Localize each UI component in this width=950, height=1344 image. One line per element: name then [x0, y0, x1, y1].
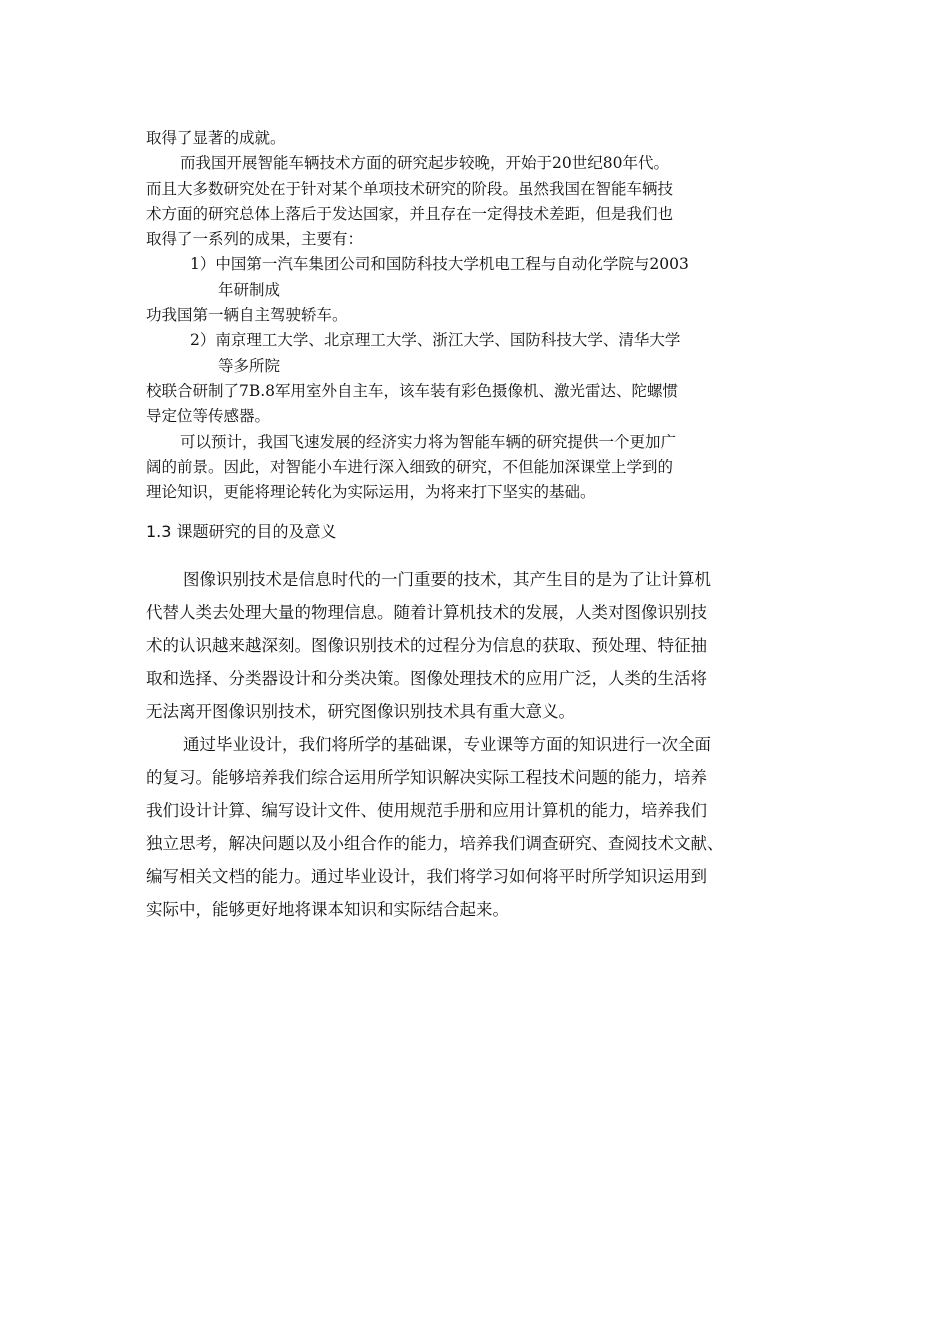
text-line: 阔的前景。因此，对智能小车进行深入细致的研究，不但能加深课堂上学到的	[146, 457, 674, 476]
text-line: 术方面的研究总体上落后于发达国家，并且存在一定得技术差距，但是我们也	[146, 204, 674, 223]
list-item-1-continued: 年研制成	[218, 280, 281, 299]
purpose-and-significance-text	[146, 563, 806, 926]
text-line: 代替人类去处理大量的物理信息。随着计算机技术的发展，人类对图像识别技	[146, 603, 707, 622]
text-line: 而且大多数研究处在于针对某个单项技术研究的阶段。虽然我国在智能车辆技	[146, 179, 674, 198]
text-line: 理论知识，更能将理论转化为实际运用，为将来打下坚实的基础。	[146, 483, 596, 502]
list-item-2-continued: 等多所院	[218, 356, 281, 375]
text-line: 而我国开展智能车辆技术方面的研究起步较晚，开始于20世纪80年代。	[180, 154, 669, 173]
text-line: 编写相关文档的能力。通过毕业设计，我们将学习如何将平时所学知识运用到	[146, 867, 707, 886]
text-line: 可以预计，我国飞速发展的经济实力将为智能车辆的研究提供一个更加广	[180, 432, 677, 451]
text-line: 校联合研制了7B.8军用室外自主车，该车装有彩色摄像机、激光雷达、陀螺惯	[146, 381, 679, 400]
text-line: 无法离开图像识别技术，研究图像识别技术具有重大意义。	[146, 702, 575, 721]
text-line: 术的认识越来越深刻。图像识别技术的过程分为信息的获取、预处理、特征抽	[146, 636, 707, 655]
text-line: 导定位等传感器。	[146, 407, 271, 426]
text-line: 的复习。能够培养我们综合运用所学知识解决实际工程技术问题的能力，培养	[146, 768, 707, 787]
text-line: 取得了显著的成就。	[146, 129, 286, 147]
text-line: 我们设计计算、编写设计文件、使用规范手册和应用计算机的能力，培养我们	[146, 801, 707, 820]
text-line: 功我国第一辆自主驾驶轿车。	[146, 306, 348, 325]
text-line: 图像识别技术是信息时代的一门重要的技术，其产生目的是为了让计算机	[183, 570, 711, 589]
list-item-1: 1）中国第一汽车集团公司和国防科技大学机电工程与自动化学院与2003	[190, 255, 689, 274]
text-line: 通过毕业设计，我们将所学的基础课，专业课等方面的知识进行一次全面	[183, 735, 711, 754]
text-line: 取得了一系列的成果，主要有：	[146, 230, 364, 249]
text-line: 取和选择、分类器设计和分类决策。图像处理技术的应用广泛，人类的生活将	[146, 669, 707, 688]
list-item-2: 2）南京理工大学、北京理工大学、浙江大学、国防科技大学、清华大学	[190, 331, 681, 350]
text-line: 独立思考，解决问题以及小组合作的能力，培养我们调查研究、查阅技术文献、	[146, 834, 724, 853]
intelligent-vehicle-research-text	[146, 126, 806, 505]
section-heading: 1.3 课题研究的目的及意义	[146, 522, 337, 541]
text-line: 实际中，能够更好地将课本知识和实际结合起来。	[146, 900, 509, 919]
